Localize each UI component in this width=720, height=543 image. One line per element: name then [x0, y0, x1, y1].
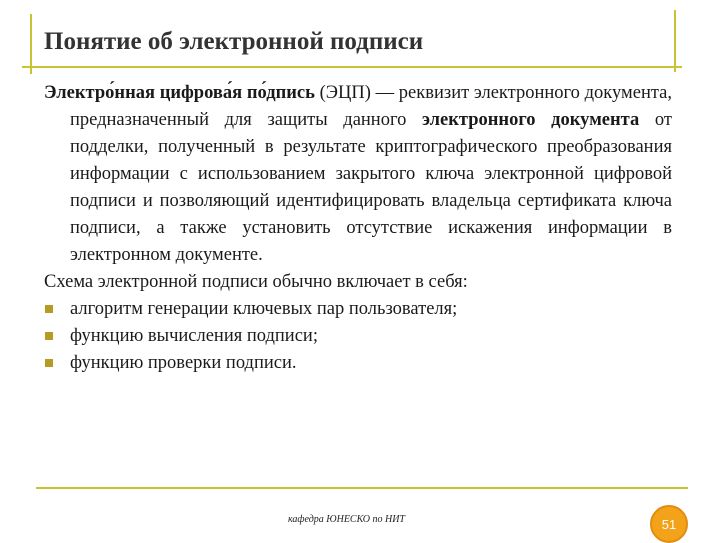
- square-bullet-icon: [45, 305, 53, 313]
- footer-top-rule: [36, 487, 688, 489]
- list-item: [44, 323, 672, 350]
- definition-bold-phrase: электронного документа: [422, 110, 640, 130]
- page-number-badge: [650, 505, 688, 543]
- list-item-text: функцию вычисления подписи;: [70, 326, 318, 346]
- square-bullet-icon: [45, 332, 53, 340]
- definition-text-part1: (ЭЦП) — реквизит электронного документа, предназначенный для защиты данного: [70, 83, 672, 130]
- frame-right-vertical-rule: [674, 10, 676, 72]
- definition-paragraph: [44, 80, 672, 269]
- slide-title: Понятие об электронной подписи: [44, 28, 424, 55]
- footer-caption: кафедра ЮНЕСКО по НИТ: [288, 514, 405, 525]
- frame-left-vertical-rule: [30, 14, 32, 74]
- definition-term: Электро́нная цифрова́я по́дпись: [44, 83, 315, 103]
- square-bullet-icon: [45, 359, 53, 367]
- list-item: [44, 296, 672, 323]
- list-item-text: функцию проверки подписи.: [70, 353, 297, 373]
- title-underline-rule: [22, 66, 682, 68]
- scheme-bullet-list: [44, 296, 672, 377]
- scheme-intro: Схема электронной подписи обычно включает в себя:: [44, 272, 468, 292]
- list-item-text: алгоритм генерации ключевых пар пользователя;: [70, 299, 458, 319]
- slide-body: [44, 80, 672, 377]
- definition-text-part2: от подделки, полученный в результате криптографического преобразования информации с использованием закрытого ключа электронной цифровой подписи и позволяющий идентифицировать владельца сертификата ключа подписи, а также установить отсутствие искажения информации в электронном документе.: [70, 110, 672, 265]
- list-item: [44, 350, 672, 377]
- page-number: 51: [661, 516, 677, 532]
